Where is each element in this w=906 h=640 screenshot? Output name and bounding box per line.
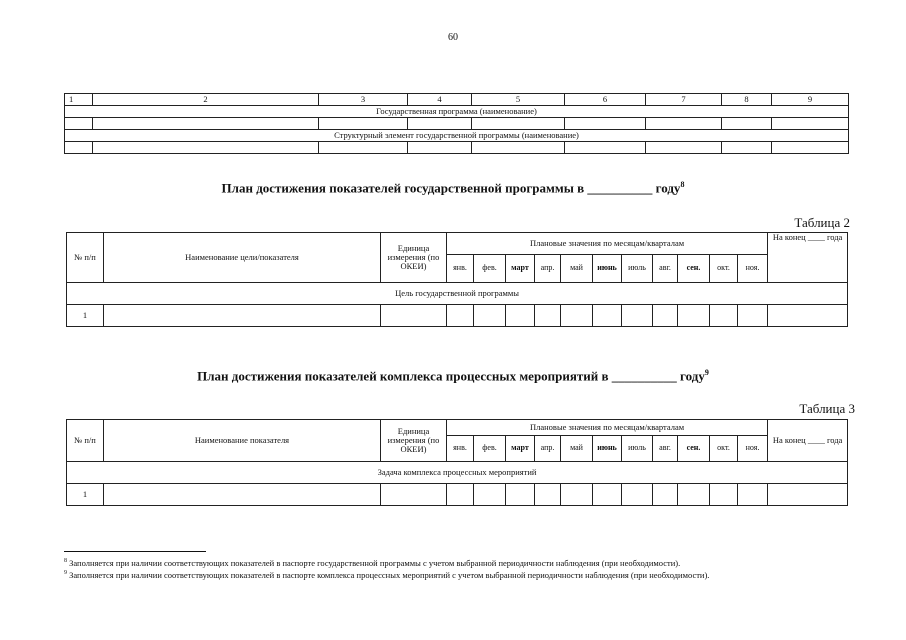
month-header: март (506, 436, 535, 462)
month-header: окт. (710, 255, 738, 283)
table2-label: Таблица 2 (794, 215, 850, 230)
month-header: апр. (535, 255, 561, 283)
footnote-8: $^8$ Заполняется при наличии соответствующих показателей в паспорте государственной программы с учетом выбранной периодичности наблюдения (при необходимости). (64, 557, 681, 568)
section-row: Задача комплекса процессных мероприятий (67, 462, 848, 484)
col-number: 9 (772, 94, 849, 106)
column-number-row (65, 94, 849, 106)
month-header: март (506, 255, 535, 283)
col-end-header: На конец ____ года (768, 233, 848, 283)
table3-label: Таблица 3 (799, 401, 855, 416)
page-number: 60 (448, 32, 458, 43)
col-no-header: № п/п (67, 233, 104, 283)
col-number: 3 (319, 94, 408, 106)
col-no-header: № п/п (67, 420, 104, 462)
col-name-header: Наименование показателя (104, 420, 381, 462)
month-header: янв. (447, 436, 474, 462)
col-plan-header: Плановые значения по месяцам/кварталам (447, 420, 768, 436)
footnote-9: $^9$ Заполняется при наличии соответствующих показателей в паспорте комплекса процессных мероприятий с учетом выбранной периодичности наблюдения (при необходимости). (64, 569, 710, 580)
section-row: Цель государственной программы (67, 283, 848, 305)
col-number: 7 (646, 94, 722, 106)
element-row: Структурный элемент государственной программы (наименование) (65, 130, 849, 142)
month-header: апр. (535, 436, 561, 462)
month-header: сен. (678, 436, 710, 462)
month-header: авг. (653, 436, 678, 462)
empty-row (65, 118, 849, 130)
col-unit-header: Единица измерения (по ОКЕИ) (381, 420, 447, 462)
col-plan-header: Плановые значения по месяцам/кварталам (447, 233, 768, 255)
row-number: 1 (67, 484, 104, 506)
month-header: ноя. (738, 436, 768, 462)
month-header: сен. (678, 255, 710, 283)
col-unit-header: Единица измерения (по ОКЕИ) (381, 233, 447, 283)
month-header: июнь (593, 436, 622, 462)
row-number: 1 (67, 305, 104, 327)
program-row: Государственная программа (наименование) (65, 106, 849, 118)
table3 (66, 419, 848, 506)
col-number: 4 (408, 94, 472, 106)
month-header: июль (622, 436, 653, 462)
col-name-header: Наименование цели/показателя (104, 233, 381, 283)
month-header: июль (622, 255, 653, 283)
col-number: 5 (472, 94, 565, 106)
empty-row (65, 142, 849, 154)
col-end-header: На конец ____ года (768, 420, 848, 462)
top-table (64, 93, 849, 154)
month-header: май (561, 436, 593, 462)
col-number: 1 (65, 94, 93, 106)
footnote-separator (64, 551, 206, 552)
col-number: 6 (565, 94, 646, 106)
month-header: июнь (593, 255, 622, 283)
col-number: 8 (722, 94, 772, 106)
month-header: янв. (447, 255, 474, 283)
month-header: окт. (710, 436, 738, 462)
month-header: ноя. (738, 255, 768, 283)
table2 (66, 232, 848, 327)
month-header: май (561, 255, 593, 283)
table2-title: План достижения показателей государственной программы в __________ году$^8$ (221, 180, 685, 196)
col-number: 2 (93, 94, 319, 106)
table3-title: План достижения показателей комплекса процессных мероприятий в __________ году$^9$ (197, 368, 709, 384)
month-header: авг. (653, 255, 678, 283)
month-header: фев. (474, 436, 506, 462)
month-header: фев. (474, 255, 506, 283)
